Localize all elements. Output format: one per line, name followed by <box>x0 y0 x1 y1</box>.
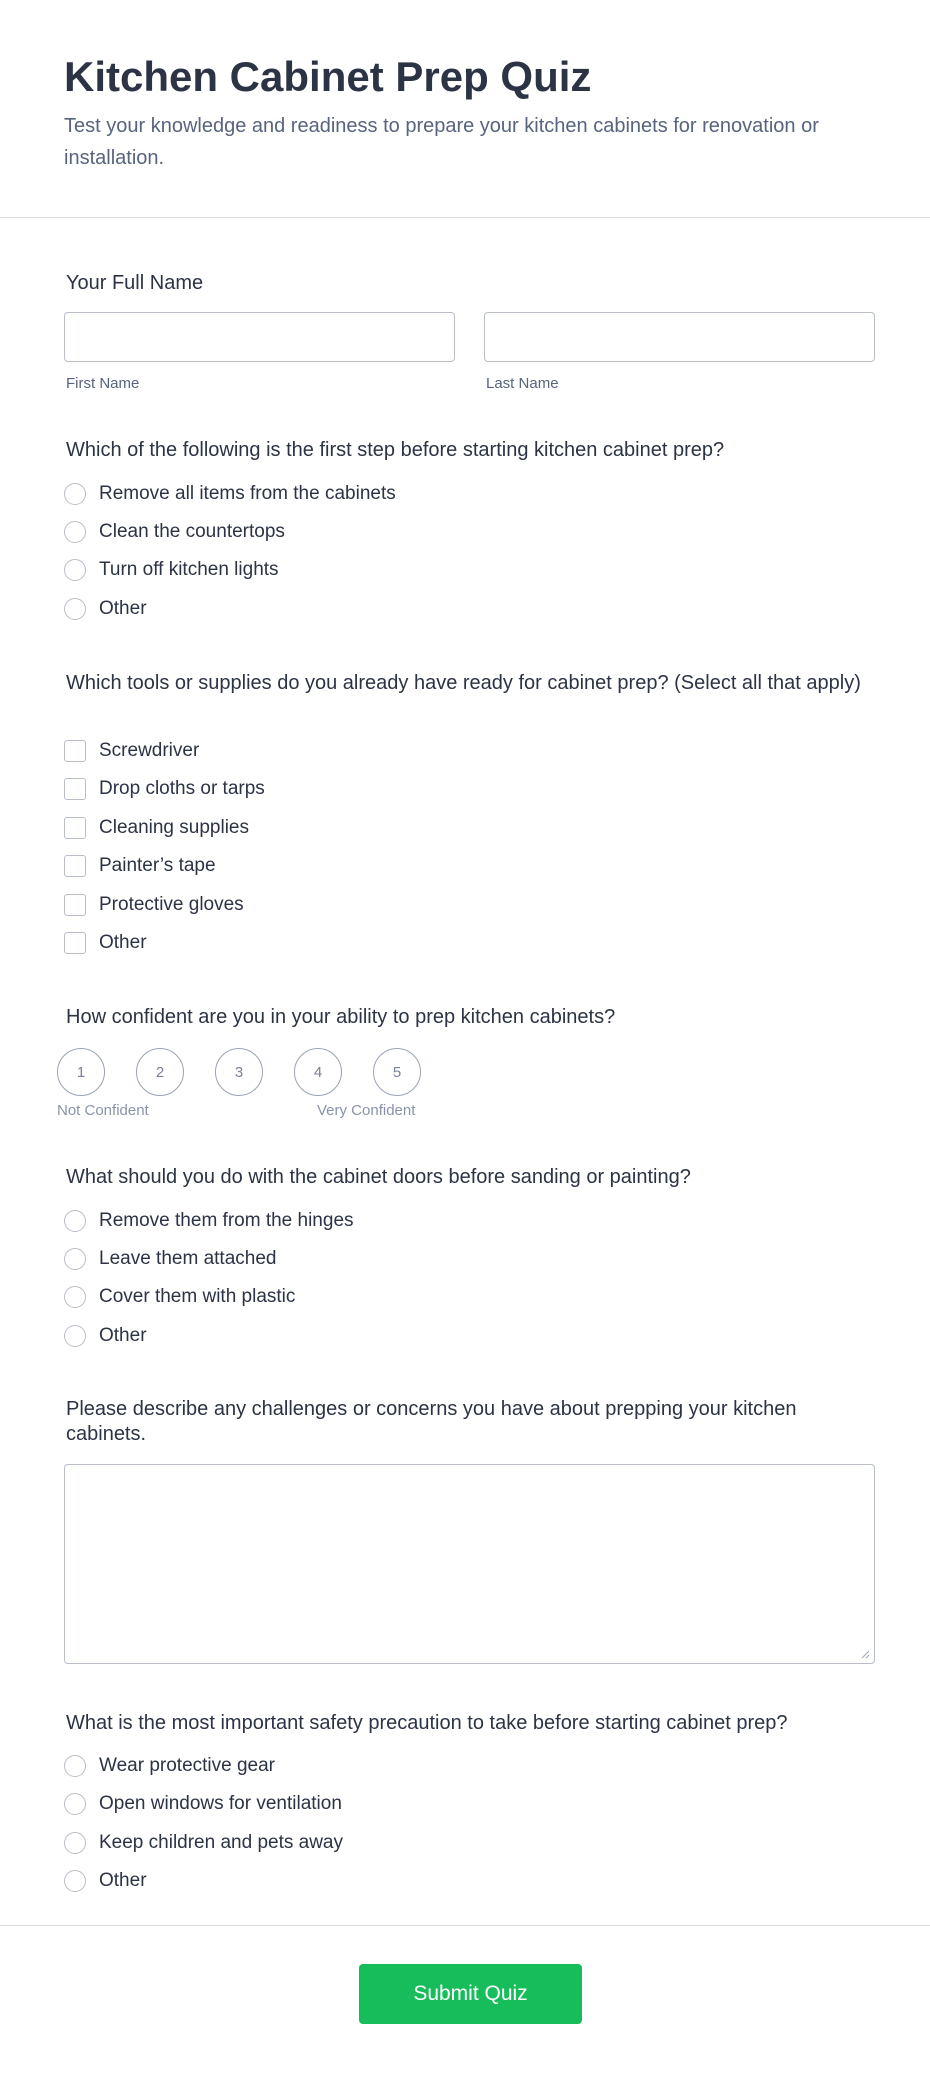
question-safety-label: What is the most important safety precaution to take before starting cabinet prep? <box>66 1712 788 1734</box>
q1-option[interactable] <box>64 596 147 622</box>
option-label: Other <box>99 932 147 953</box>
option-label: Open windows for ventilation <box>99 1793 342 1814</box>
footer-divider <box>0 1925 930 1926</box>
radio-button[interactable] <box>64 559 86 581</box>
scale-option-1[interactable]: 1 <box>57 1048 105 1096</box>
scale-option-3[interactable]: 3 <box>215 1048 263 1096</box>
checkbox[interactable] <box>64 740 86 762</box>
option-label: Wear protective gear <box>99 1755 276 1776</box>
q2-option[interactable] <box>64 815 249 841</box>
option-label: Other <box>99 1870 147 1891</box>
radio-button[interactable] <box>64 598 86 620</box>
form-header <box>0 0 930 218</box>
radio-button[interactable] <box>64 1755 86 1777</box>
question-cabinet-doors-label: What should you do with the cabinet doors before sanding or painting? <box>66 1166 691 1188</box>
q6-option[interactable] <box>64 1868 147 1894</box>
q4-option[interactable] <box>64 1323 147 1349</box>
q1-option[interactable] <box>64 519 285 545</box>
q2-option[interactable] <box>64 930 147 956</box>
q6-option[interactable] <box>64 1830 343 1856</box>
option-label: Cleaning supplies <box>99 817 249 838</box>
challenges-textarea[interactable] <box>64 1464 875 1664</box>
q2-option[interactable] <box>64 738 199 764</box>
question-first-step-label: Which of the following is the first step before starting kitchen cabinet prep? <box>66 439 725 461</box>
option-label: Screwdriver <box>99 740 200 761</box>
q2-option[interactable] <box>64 776 265 802</box>
q1-option[interactable] <box>64 481 396 507</box>
first-name-input[interactable] <box>64 312 455 362</box>
option-label: Other <box>99 598 147 619</box>
question-challenges-label: Please describe any challenges or concerns you have about prepping your kitchen cabinets. <box>66 1398 797 1445</box>
option-label: Other <box>99 1325 147 1346</box>
q4-option[interactable] <box>64 1284 295 1310</box>
q2-option[interactable] <box>64 853 216 879</box>
option-label: Remove them from the hinges <box>99 1210 354 1231</box>
option-label: Drop cloths or tarps <box>99 778 265 799</box>
checkbox[interactable] <box>64 778 86 800</box>
last-name-input[interactable] <box>484 312 875 362</box>
q1-option[interactable] <box>64 557 279 583</box>
option-label: Turn off kitchen lights <box>99 559 279 580</box>
q6-option[interactable] <box>64 1791 342 1817</box>
question-tools-label: Which tools or supplies do you already have ready for cabinet prep? (Select all that apply) <box>66 672 861 694</box>
scale-low-label: Not Confident <box>57 1102 149 1119</box>
checkbox[interactable] <box>64 855 86 877</box>
scale-option-4[interactable]: 4 <box>294 1048 342 1096</box>
option-label: Painter’s tape <box>99 855 216 876</box>
radio-button[interactable] <box>64 1325 86 1347</box>
radio-button[interactable] <box>64 1793 86 1815</box>
option-label: Leave them attached <box>99 1248 277 1269</box>
q4-option[interactable] <box>64 1246 276 1272</box>
radio-button[interactable] <box>64 1832 86 1854</box>
scale-high-label: Very Confident <box>317 1102 416 1119</box>
option-label: Cover them with plastic <box>99 1286 296 1307</box>
option-label: Clean the countertops <box>99 521 285 542</box>
option-label: Remove all items from the cabinets <box>99 483 396 504</box>
checkbox[interactable] <box>64 894 86 916</box>
radio-button[interactable] <box>64 521 86 543</box>
scale-option-2[interactable]: 2 <box>136 1048 184 1096</box>
q2-option[interactable] <box>64 892 244 918</box>
checkbox[interactable] <box>64 817 86 839</box>
question-confidence-label: How confident are you in your ability to prep kitchen cabinets? <box>66 1006 616 1028</box>
radio-button[interactable] <box>64 1210 86 1232</box>
checkbox[interactable] <box>64 932 86 954</box>
q4-option[interactable] <box>64 1208 354 1234</box>
radio-button[interactable] <box>64 1248 86 1270</box>
first-name-sublabel: First Name <box>66 375 140 392</box>
page-title: Kitchen Cabinet Prep Quiz <box>64 53 592 100</box>
full-name-label: Your Full Name <box>66 272 204 294</box>
radio-button[interactable] <box>64 1870 86 1892</box>
radio-button[interactable] <box>64 483 86 505</box>
radio-button[interactable] <box>64 1286 86 1308</box>
page-subtitle: Test your knowledge and readiness to prepare your kitchen cabinets for renovation or installation. <box>64 115 819 169</box>
option-label: Keep children and pets away <box>99 1832 343 1853</box>
resize-handle-icon[interactable] <box>860 1649 870 1659</box>
option-label: Protective gloves <box>99 894 244 915</box>
q6-option[interactable] <box>64 1753 275 1779</box>
submit-quiz-button[interactable]: Submit Quiz <box>359 1964 582 2024</box>
last-name-sublabel: Last Name <box>486 375 559 392</box>
scale-option-5[interactable]: 5 <box>373 1048 421 1096</box>
